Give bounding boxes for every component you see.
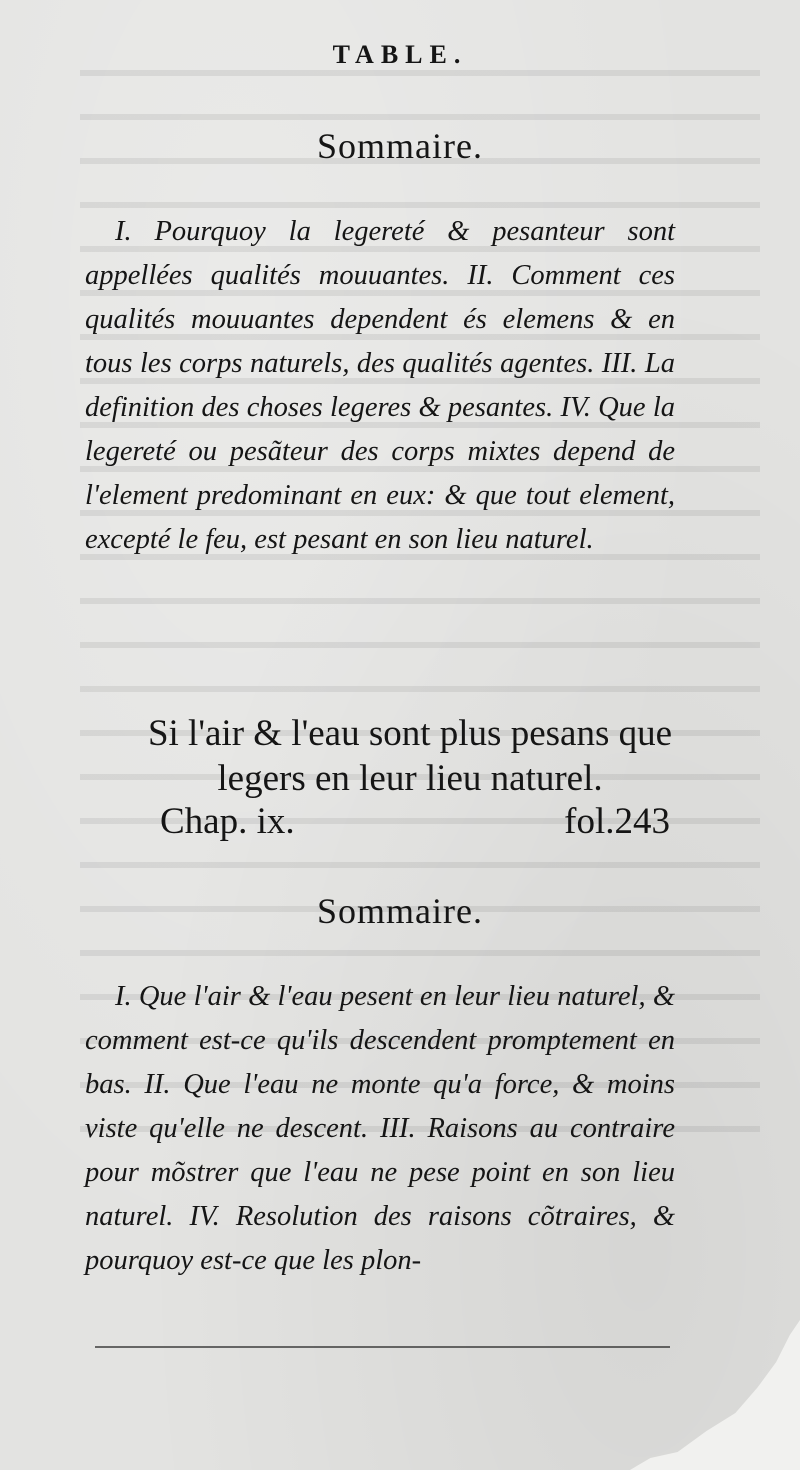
folio-number: fol.243 [564, 801, 670, 842]
summary-text-2: I. Que l'air & l'eau pesent en leur lieu naturel, & comment est-ce qu'ils descendent promptement en bas. II. Que l'eau ne monte qu'a force, & moins viste qu'elle ne descent. III. Raisons au contraire pour mõstrer que l'eau ne pese point en son lieu naturel. IV. Resolution des raisons cõtraires, & pourquoy est-ce que les plon- [85, 981, 675, 1276]
summary-heading-2: Sommaire. [317, 891, 483, 931]
summary-heading-1: Sommaire. [317, 126, 483, 166]
summary-text-1: I. Pourquoy la legereté & pesanteur sont appellées qualités mouuantes. II. Comment ces qualités mouuantes dependent és elemens & en tous les corps naturels, des qualités agentes. III. La definition des choses legeres & pesantes. IV. Que la legereté ou pesãteur des corps mixtes depend de l'element predominant en eux: & que tout element, excepté le feu, est pesant en son lieu naturel. [85, 216, 675, 555]
chapter-title-line-1: Si l'air & l'eau sont plus pesans que [147, 713, 673, 754]
torn-page-corner [630, 1320, 800, 1470]
chapter-title-line-2: legers en leur lieu naturel. [217, 758, 603, 799]
chapter-number: Chap. ix. [160, 801, 295, 842]
bottom-rule [95, 1346, 670, 1348]
chapter-reference [160, 800, 670, 844]
running-header: TABLE. [332, 40, 468, 69]
